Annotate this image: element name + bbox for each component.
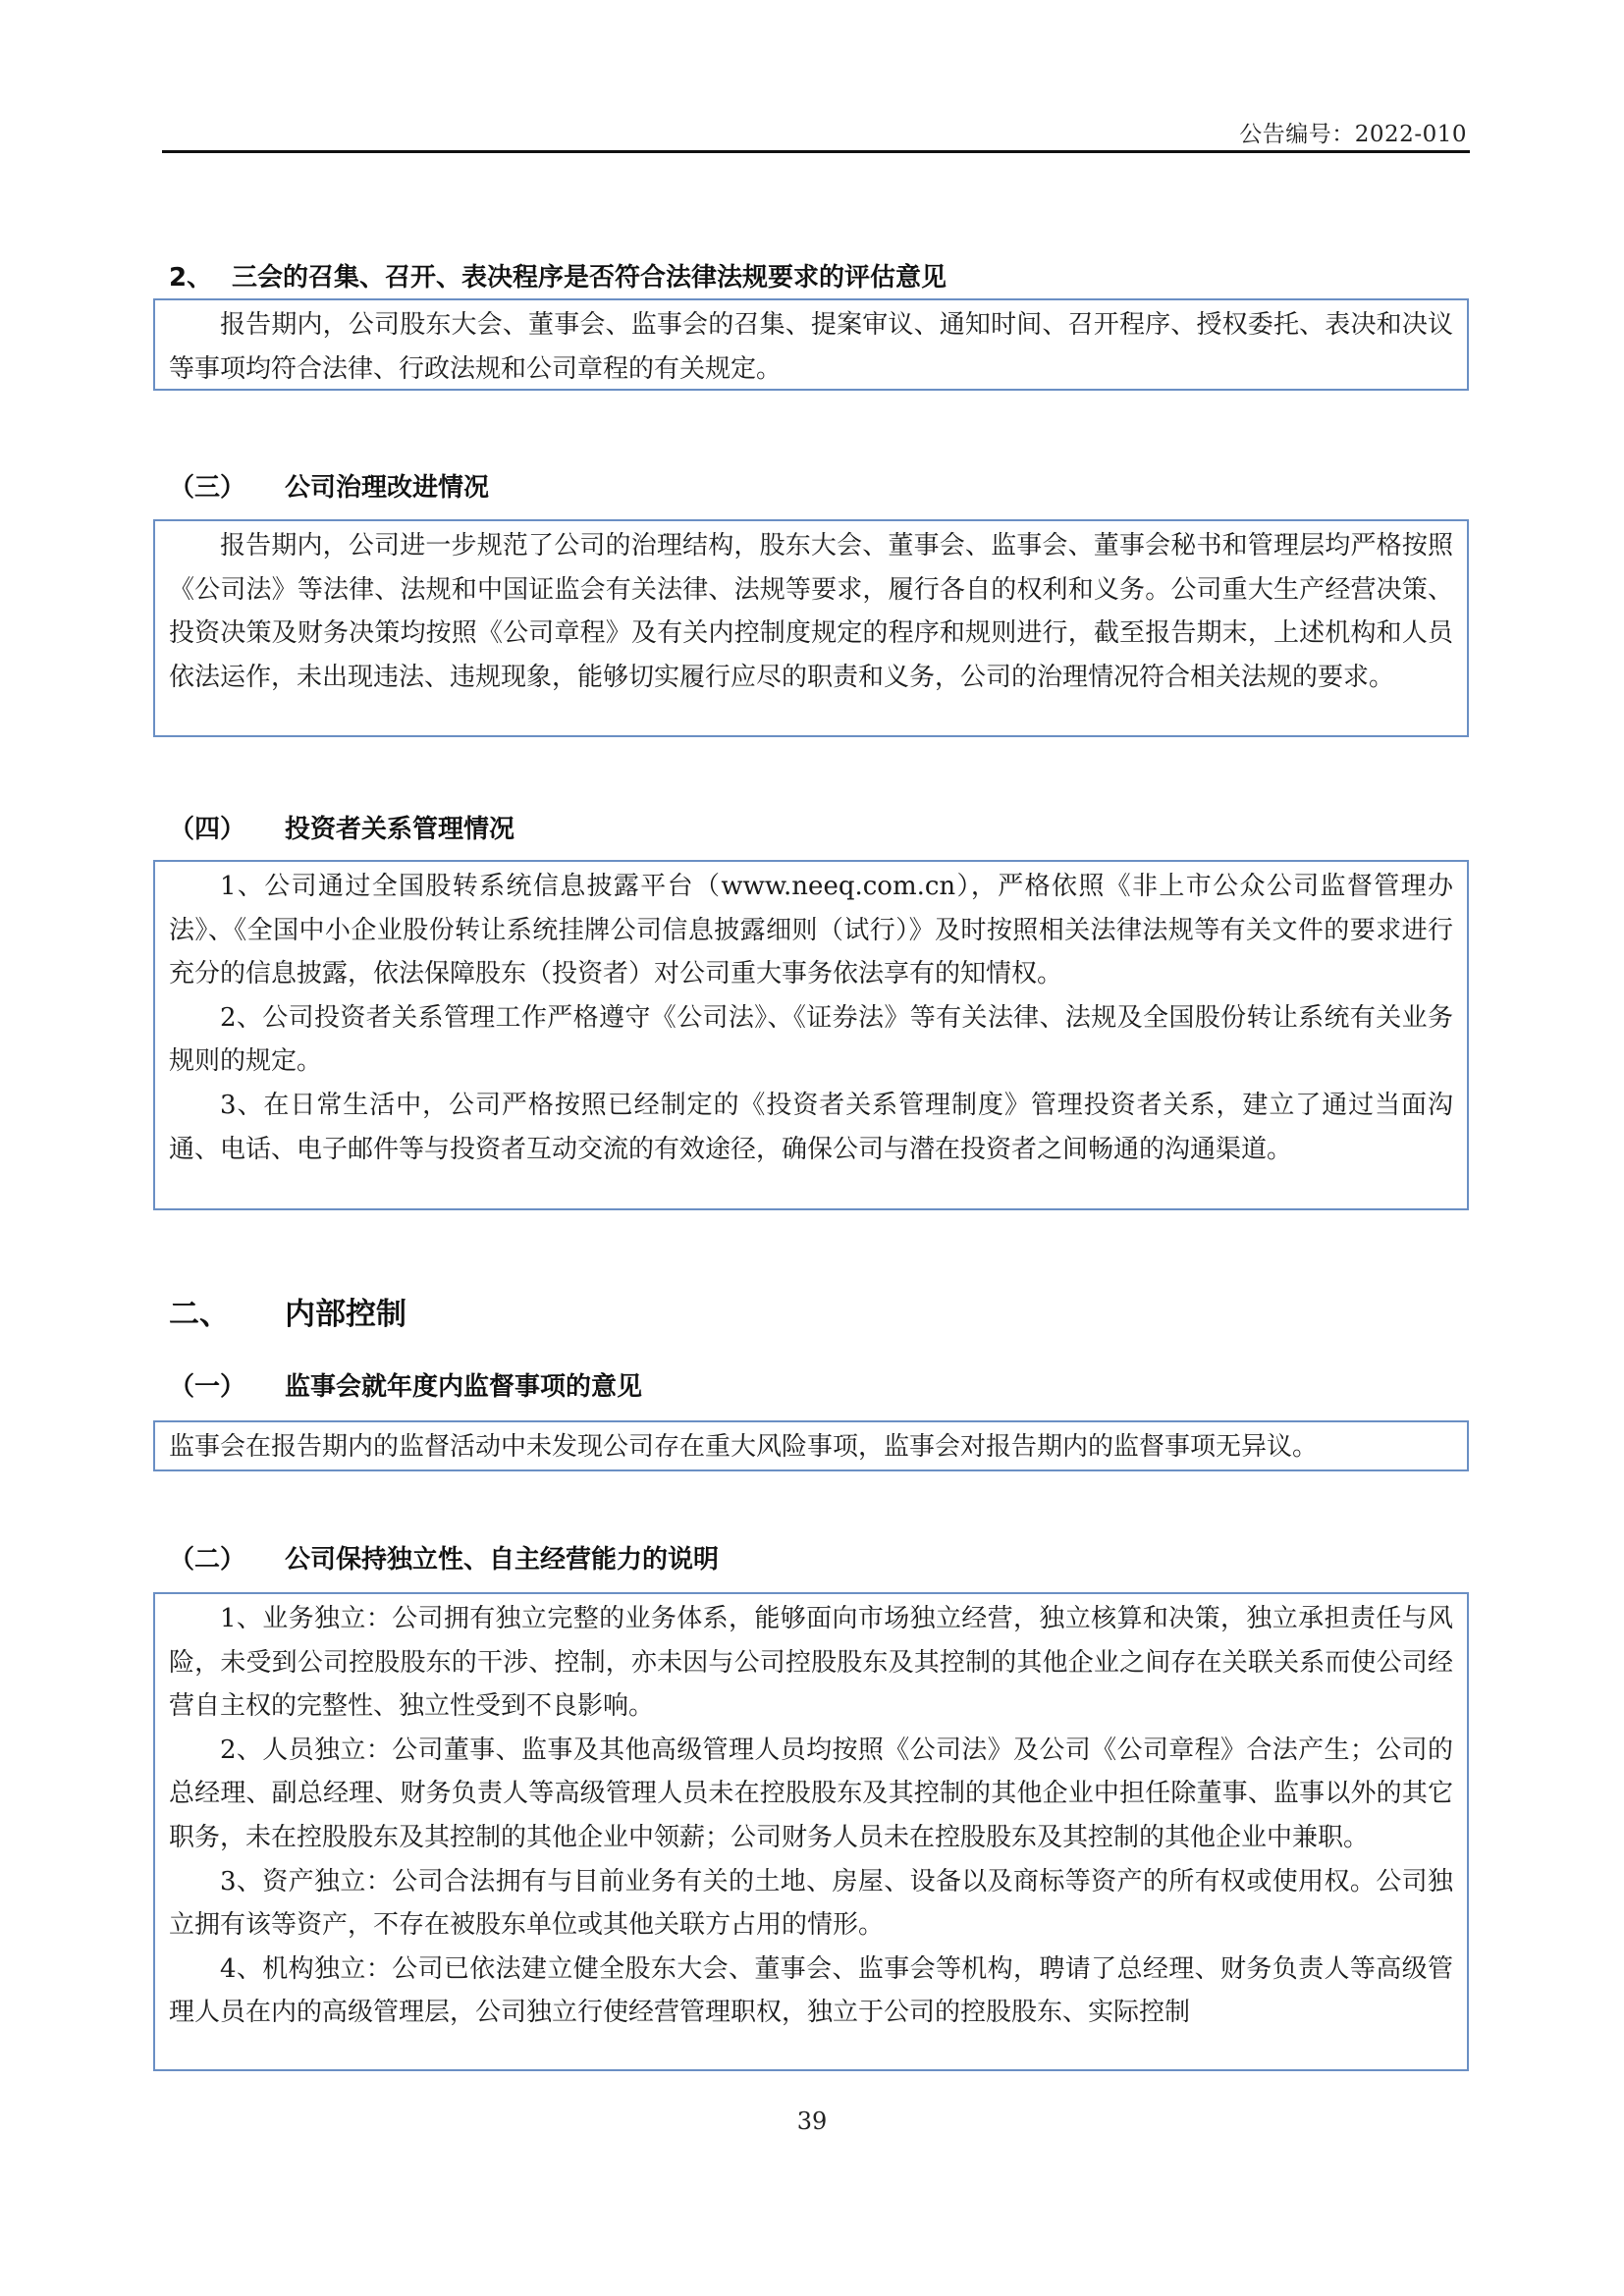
section-box-c2 [153,1592,1469,2071]
section-number: （三） [169,473,246,503]
paragraph: 1、业务独立：公司拥有独立完整的业务体系，能够面向市场独立经营，独立核算和决策，独立承担责任与风险，未受到公司控股股东的干涉、控制，亦未因与公司控股股东及其控制的其他企业之间存在关联关系而使公司经营自主权的完整性、独立性受到不良影响。 [169,1604,1453,1722]
section-number: （二） [169,1545,246,1575]
section-number: （一） [169,1372,246,1402]
section-heading-c2 [169,1539,719,1575]
section-title: 三会的召集、召开、表决程序是否符合法律法规要求的评估意见 [232,263,947,293]
section-heading-c1 [169,1366,642,1403]
header-rule [162,150,1470,153]
paragraph: 1、公司通过全国股转系统信息披露平台（www.neeq.com.cn），严格依照《非上市公众公司监督管理办法》、《全国中小企业股份转让系统挂牌公司信息披露细则（试行）》及时按照相关法律法规等有关文件的要求进行充分的信息披露，依法保障股东（投资者）对公司重大事务依法享有的知情权。 [169,872,1453,989]
paragraph: 4、机构独立：公司已依法建立健全股东大会、董事会、监事会等机构，聘请了总经理、财务负责人等高级管理人员在内的高级管理层，公司独立行使经营管理职权，独立于公司的控股股东、实际控制 [169,1953,1453,2028]
chapter-title: 内部控制 [285,1297,406,1332]
paragraph: 2、公司投资者关系管理工作严格遵守《公司法》、《证券法》等有关法律、法规及全国股份转让系统有关业务规则的规定。 [169,1002,1453,1077]
section-title: 投资者关系管理情况 [285,815,515,844]
section-heading-4 [169,809,514,845]
section-heading-3 [169,467,489,504]
section-number: （四） [169,815,246,844]
paragraph: 报告期内，公司股东大会、董事会、监事会的召集、提案审议、通知时间、召开程序、授权委托、表决和决议等事项均符合法律、行政法规和公司章程的有关规定。 [169,310,1453,384]
section-box-2 [153,298,1469,391]
section-title: 公司治理改进情况 [285,473,490,503]
chapter-number: 二、 [169,1297,230,1332]
paragraph: 报告期内，公司进一步规范了公司的治理结构，股东大会、董事会、监事会、董事会秘书和管理层均严格按照《公司法》等法律、法规和中国证监会有关法律、法规等要求，履行各自的权利和义务。公司重大生产经营决策、投资决策及财务决策均按照《公司章程》及有关内控制度规定的程序和规则进行，截至报告期末，上述机构和人员依法运作，未出现违法、违规现象，能够切实履行应尽的职责和义务，公司的治理情况符合相关法规的要求。 [169,531,1453,692]
paragraph: 3、资产独立：公司合法拥有与目前业务有关的土地、房屋、设备以及商标等资产的所有权或使用权。公司独立拥有该等资产，不存在被股东单位或其他关联方占用的情形。 [169,1866,1453,1941]
section-title: 监事会就年度内监督事项的意见 [285,1372,643,1402]
section-box-3 [153,519,1469,737]
paragraph: 2、人员独立：公司董事、监事及其他高级管理人员均按照《公司法》及公司《公司章程》合法产生；公司的总经理、副总经理、财务负责人等高级管理人员未在控股股东及其控制的其他企业中担任除董事、监事以外的其它职务，未在控股股东及其控制的其他企业中领薪；公司财务人员未在控股股东及其控制的其他企业中兼职。 [169,1735,1453,1852]
paragraph: 3、在日常生活中，公司严格按照已经制定的《投资者关系管理制度》管理投资者关系，建立了通过当面沟通、电话、电子邮件等与投资者互动交流的有效途径，确保公司与潜在投资者之间畅通的沟通渠道。 [169,1090,1453,1164]
announcement-code: 公告编号：2022-010 [1239,122,1467,147]
section-box-4 [153,860,1469,1210]
section-title: 公司保持独立性、自主经营能力的说明 [285,1545,720,1575]
page-number: 39 [796,2108,828,2135]
section-number: 2、 [169,263,213,293]
section-box-c1 [153,1420,1469,1471]
chapter-heading [169,1289,406,1333]
paragraph: 监事会在报告期内的监督活动中未发现公司存在重大风险事项，监事会对报告期内的监督事项无异议。 [169,1432,1319,1462]
section-heading-2 [169,257,947,294]
